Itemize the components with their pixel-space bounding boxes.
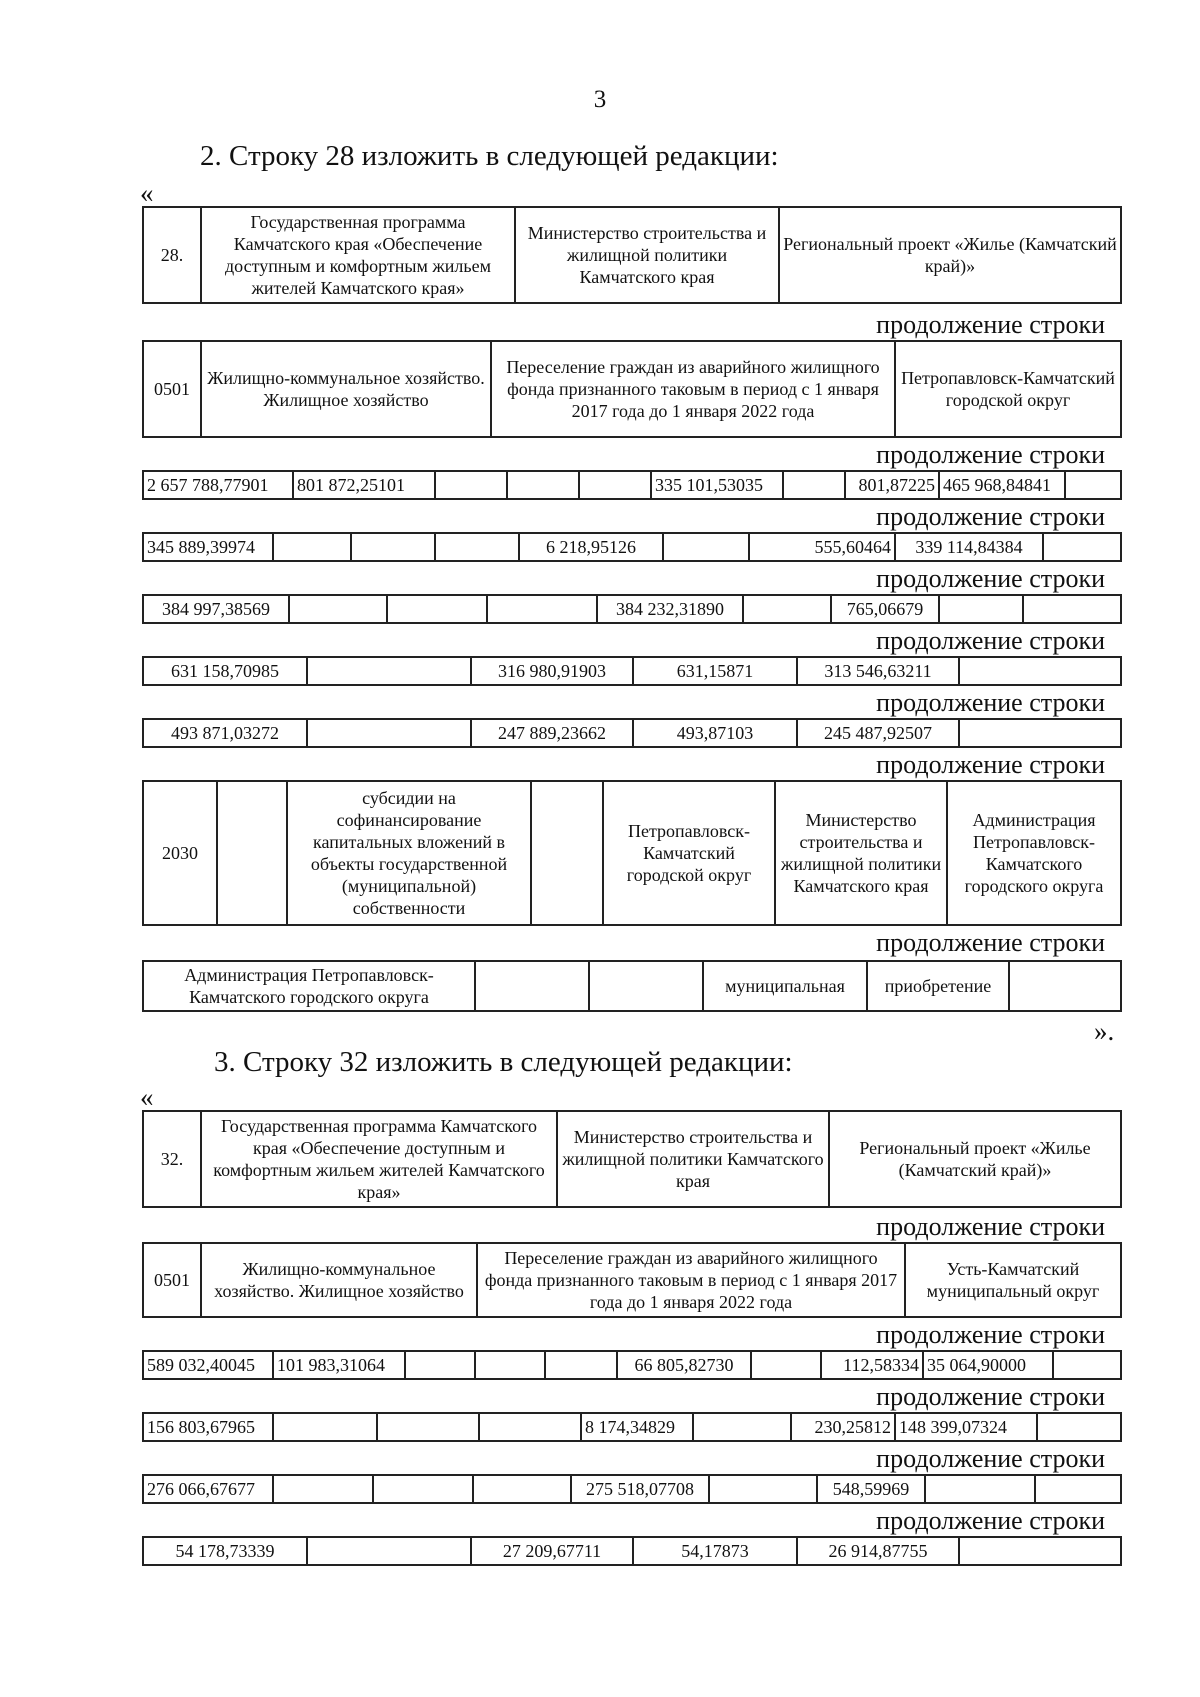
finance-cell: 2 657 788,77901 (143, 471, 293, 499)
continuation-label: продолжение строки (876, 750, 1105, 779)
budget-code: 0501 (143, 341, 201, 437)
finance-cell: 339 114,84384 (895, 533, 1043, 561)
finance-cell: 245 487,92507 (797, 719, 959, 747)
finance-cell: 555,60464 (749, 533, 895, 561)
empty-cell (475, 961, 589, 1011)
finance-cell: 276 066,67677 (143, 1475, 273, 1503)
empty-cell (1009, 961, 1121, 1011)
continuation-label: продолжение строки (876, 440, 1105, 469)
finance-cell (751, 1351, 821, 1379)
finance-cell: 589 032,40045 (143, 1351, 273, 1379)
finance-cell: 230,25812 (791, 1413, 895, 1441)
finance-cell: 465 968,84841 (939, 471, 1065, 499)
finance-cell (663, 533, 749, 561)
finance-cell (273, 1413, 377, 1441)
continuation-label: продолжение строки (876, 626, 1105, 655)
empty-cell (531, 781, 603, 925)
finance-cell (1037, 1413, 1121, 1441)
finance-cell (487, 595, 597, 623)
finance-cell: 548,59969 (817, 1475, 925, 1503)
finance-cell (377, 1413, 479, 1441)
finance-cell: 27 209,67711 (471, 1537, 633, 1565)
finance-row-1 (142, 1350, 1122, 1380)
finance-cell (273, 1475, 373, 1503)
finance-cell (939, 595, 1023, 623)
budget-section: Жилищно-коммунальное хозяйство. Жилищное хозяйство (201, 341, 491, 437)
subsidy-description: субсидии на софинансирование капитальных вложений в объекты государственной (муниципальной) собственности (287, 781, 531, 925)
finance-cell: 493,87103 (633, 719, 797, 747)
finance-cell: 275 518,07708 (571, 1475, 709, 1503)
close-quote: ». (1094, 1016, 1115, 1046)
finance-cell: 801,87225 (845, 471, 939, 499)
finance-cell (405, 1351, 475, 1379)
subsidy-administration: Администрация Петропавловск-Камчатского городского округа (947, 781, 1121, 925)
finance-cell (743, 595, 831, 623)
finance-cell (959, 1537, 1121, 1565)
finance-cell: 35 064,90000 (923, 1351, 1053, 1379)
event-name: Переселение граждан из аварийного жилищного фонда признанного таковым в период с 1 января 2017 года до 1 января 2022 года (491, 341, 895, 437)
finance-cell (387, 595, 487, 623)
continuation-label: продолжение строки (876, 928, 1105, 957)
finance-cell: 384 232,31890 (597, 595, 743, 623)
finance-cell (693, 1413, 791, 1441)
finance-cell (473, 1475, 571, 1503)
finance-cell: 316 980,91903 (471, 657, 633, 685)
finance-cell (925, 1475, 1035, 1503)
continuation-label: продолжение строки (876, 1444, 1105, 1473)
page-number: 3 (593, 86, 607, 113)
finance-cell (1053, 1351, 1121, 1379)
owner-administration: Администрация Петропавловск-Камчатского городского округа (143, 961, 475, 1011)
continuation-label: продолжение строки (876, 1212, 1105, 1241)
finance-cell: 801 872,25101 (293, 471, 435, 499)
finance-cell: 66 805,82730 (617, 1351, 751, 1379)
finance-cell (545, 1351, 617, 1379)
responsible-ministry: Министерство строительства и жилищной политики Камчатского края (557, 1111, 829, 1207)
subsidy-row-table (142, 780, 1122, 926)
finance-cell (1023, 595, 1121, 623)
continuation-label: продолжение строки (876, 310, 1105, 339)
finance-cell: 765,06679 (831, 595, 939, 623)
finance-cell: 493 871,03272 (143, 719, 307, 747)
finance-row-3 (142, 1474, 1122, 1504)
municipality: Петропавловск-Камчатский городской округ (895, 341, 1121, 437)
finance-cell (307, 657, 471, 685)
finance-cell: 345 889,39974 (143, 533, 273, 561)
finance-cell: 54,17873 (633, 1537, 797, 1565)
event-name: Переселение граждан из аварийного жилищного фонда признанного таковым в период с 1 января 2017 года до 1 января 2022 года (477, 1243, 905, 1317)
finance-cell (307, 719, 471, 747)
subsidy-recipient: Петропавловск-Камчатский городской округ (603, 781, 775, 925)
open-quote: « (140, 1082, 154, 1112)
continuation-label: продолжение строки (876, 502, 1105, 531)
finance-cell (307, 1537, 471, 1565)
finance-cell (783, 471, 845, 499)
finance-row-2 (142, 1412, 1122, 1442)
continuation-label: продолжение строки (876, 1320, 1105, 1349)
finance-cell: 247 889,23662 (471, 719, 633, 747)
section-3-heading: 3. Строку 32 изложить в следующей редакции: (214, 1046, 793, 1078)
finance-row-3 (142, 594, 1122, 624)
program-name: Государственная программа Камчатского края «Обеспечение доступным и комфортным жильем жителей Камчатского края» (201, 1111, 557, 1207)
budget-section: Жилищно-коммунальное хозяйство. Жилищное хозяйство (201, 1243, 477, 1317)
regional-project: Региональный проект «Жилье (Камчатский край)» (829, 1111, 1121, 1207)
continuation-label: продолжение строки (876, 688, 1105, 717)
finance-cell: 6 218,95126 (519, 533, 663, 561)
finance-cell: 26 914,87755 (797, 1537, 959, 1565)
section-2-heading: 2. Строку 28 изложить в следующей редакции: (200, 140, 779, 172)
finance-cell (479, 1413, 581, 1441)
continuation-label: продолжение строки (876, 1506, 1105, 1535)
finance-cell: 54 178,73339 (143, 1537, 307, 1565)
finance-cell (959, 719, 1121, 747)
empty-cell (589, 961, 703, 1011)
finance-cell (507, 471, 579, 499)
continuation-label: продолжение строки (876, 564, 1105, 593)
finance-cell (273, 533, 351, 561)
budget-code: 0501 (143, 1243, 201, 1317)
row-32-detail-table (142, 1242, 1122, 1318)
row-28-main-table (142, 206, 1122, 304)
row-28-detail-table (142, 340, 1122, 438)
finance-cell: 631 158,70985 (143, 657, 307, 685)
open-quote: « (140, 178, 154, 208)
row-number: 28. (143, 207, 201, 303)
subsidy-ministry: Министерство строительства и жилищной политики Камчатского края (775, 781, 947, 925)
finance-cell: 156 803,67965 (143, 1413, 273, 1441)
finance-cell: 631,15871 (633, 657, 797, 685)
finance-row-2 (142, 532, 1122, 562)
finance-cell: 335 101,53035 (651, 471, 783, 499)
finance-cell: 313 546,63211 (797, 657, 959, 685)
finance-cell (1035, 1475, 1121, 1503)
finance-row-5 (142, 718, 1122, 748)
subsidy-code: 2030 (143, 781, 217, 925)
final-row-table (142, 960, 1122, 1012)
responsible-ministry: Министерство строительства и жилищной политики Камчатского края (515, 207, 779, 303)
finance-row-1 (142, 470, 1122, 500)
finance-cell: 8 174,34829 (581, 1413, 693, 1441)
finance-cell (579, 471, 651, 499)
finance-cell (1043, 533, 1121, 561)
continuation-label: продолжение строки (876, 1382, 1105, 1411)
finance-cell: 112,58334 (821, 1351, 923, 1379)
finance-cell: 148 399,07324 (895, 1413, 1037, 1441)
program-name: Государственная программа Камчатского края «Обеспечение доступным и комфортным жильем жителей Камчатского края» (201, 207, 515, 303)
finance-cell (435, 471, 507, 499)
finance-row-4 (142, 1536, 1122, 1566)
finance-cell (289, 595, 387, 623)
finance-cell: 384 997,38569 (143, 595, 289, 623)
finance-cell (435, 533, 519, 561)
municipality: Усть-Камчатский муниципальный округ (905, 1243, 1121, 1317)
row-32-main-table (142, 1110, 1122, 1208)
finance-cell (373, 1475, 473, 1503)
finance-cell (959, 657, 1121, 685)
row-number: 32. (143, 1111, 201, 1207)
ownership-type: муниципальная (703, 961, 867, 1011)
empty-cell (217, 781, 287, 925)
finance-cell (351, 533, 435, 561)
acquisition-type: приобретение (867, 961, 1009, 1011)
finance-cell (475, 1351, 545, 1379)
finance-cell (709, 1475, 817, 1503)
finance-row-4 (142, 656, 1122, 686)
regional-project: Региональный проект «Жилье (Камчатский край)» (779, 207, 1121, 303)
finance-cell: 101 983,31064 (273, 1351, 405, 1379)
finance-cell (1065, 471, 1121, 499)
